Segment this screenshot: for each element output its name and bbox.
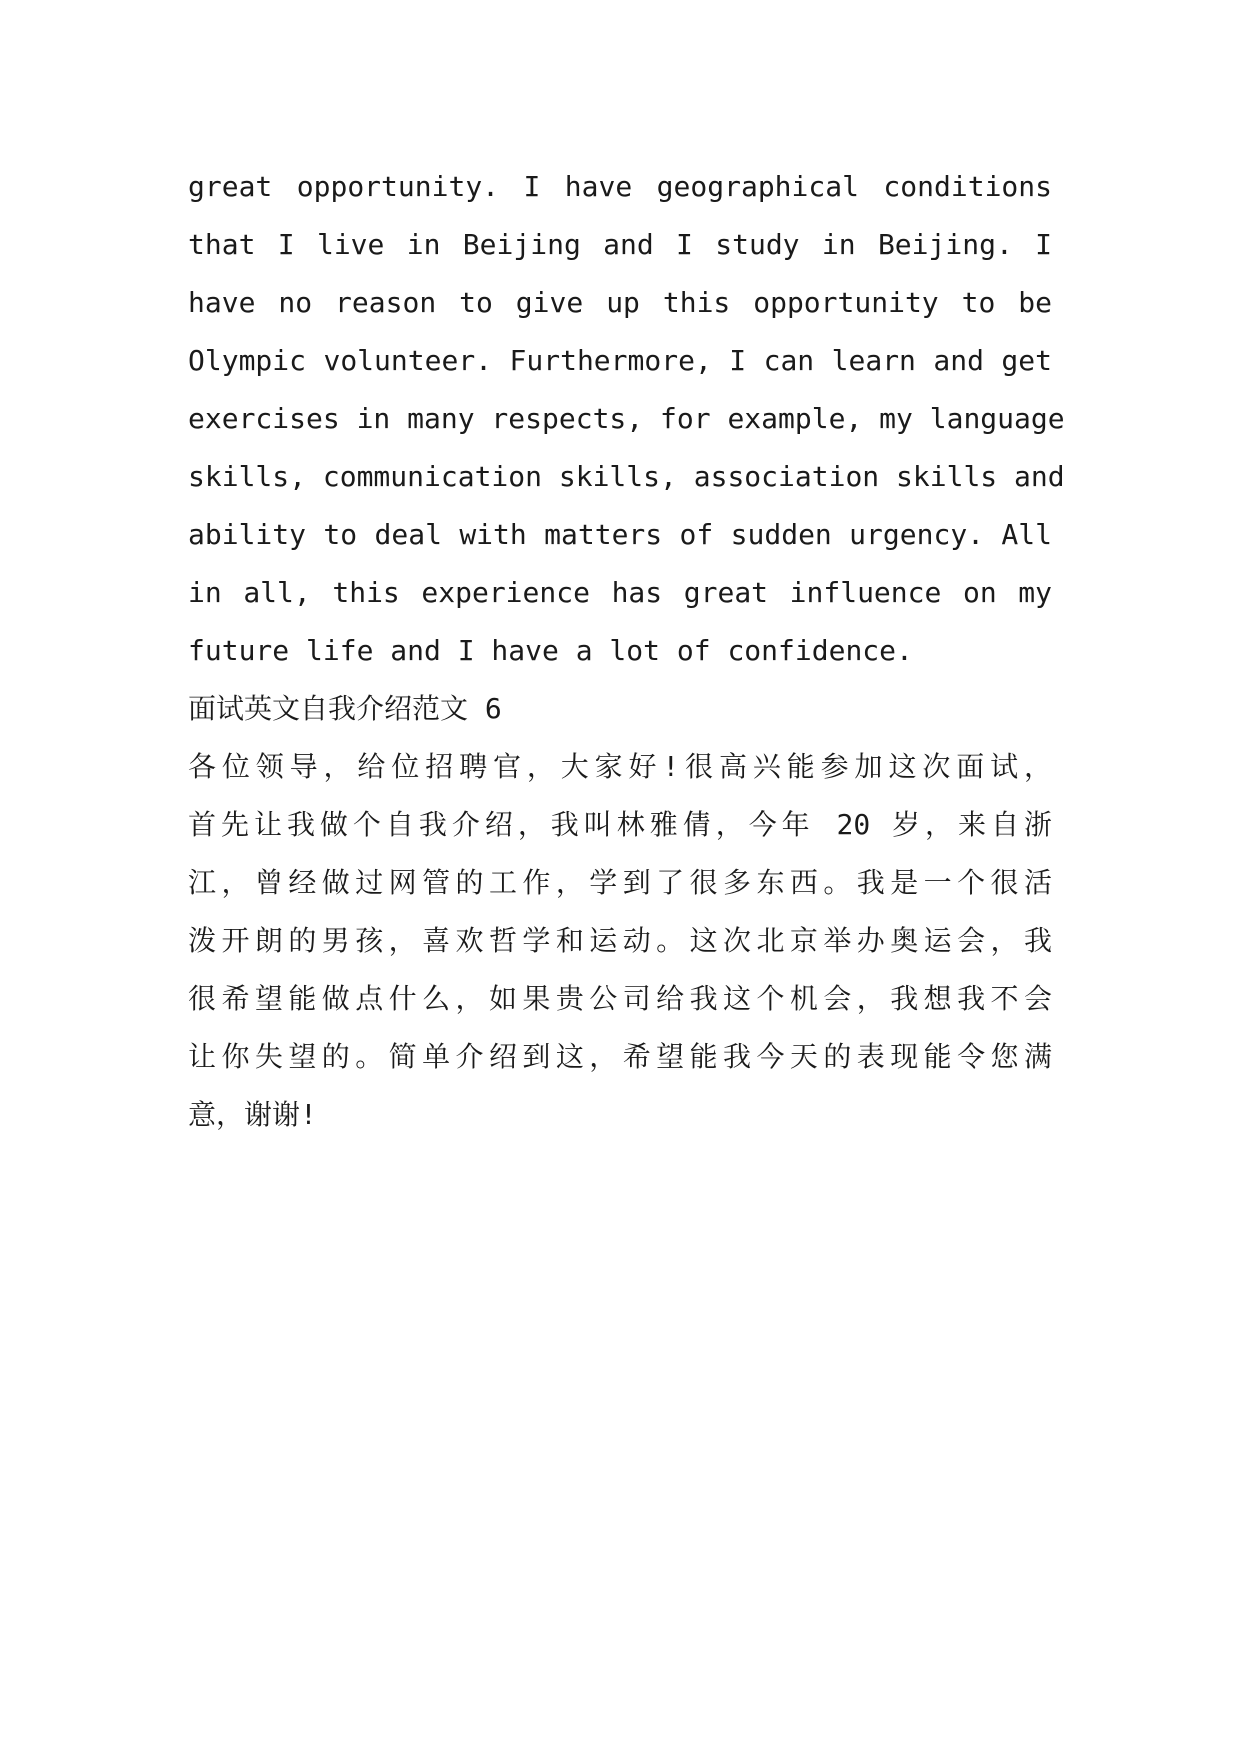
paragraph-line: 江，曾经做过网管的工作，学到了很多东西。我是一个很活	[188, 866, 1052, 899]
document-body	[188, 158, 1065, 1144]
paragraph-line: have no reason to give up this opportunity to be	[188, 286, 1052, 319]
paragraph-line: 意，谢谢!	[188, 1098, 317, 1131]
paragraph-line: in all, this experience has great influence on my	[188, 576, 1052, 609]
paragraph-line: great opportunity. I have geographical conditions	[188, 170, 1052, 203]
paragraph-line: 很希望能做点什么，如果贵公司给我这个机会，我想我不会	[188, 982, 1052, 1015]
paragraph-line: skills, communication skills, association skills and	[188, 460, 1065, 493]
paragraph-line: 让你失望的。简单介绍到这，希望能我今天的表现能令您满	[188, 1040, 1052, 1073]
paragraph-line: future life and I have a lot of confidence.	[188, 634, 913, 667]
paragraph-line: 各位领导，给位招聘官，大家好!很高兴能参加这次面试，	[188, 750, 1052, 783]
paragraph-line: exercises in many respects, for example, my language	[188, 402, 1065, 435]
paragraph-line: that I live in Beijing and I study in Beijing. I	[188, 228, 1052, 261]
section-heading: 面试英文自我介绍范文 6	[188, 692, 502, 725]
paragraph-line: ability to deal with matters of sudden urgency. All	[188, 518, 1052, 551]
chinese-paragraph	[188, 738, 1052, 1144]
paragraph-line: Olympic volunteer. Furthermore, I can learn and get	[188, 344, 1052, 377]
paragraph-line: 泼开朗的男孩，喜欢哲学和运动。这次北京举办奥运会，我	[188, 924, 1052, 957]
paragraph-line: 首先让我做个自我介绍，我叫林雅倩，今年 20 岁，来自浙	[188, 808, 1052, 841]
english-paragraph	[188, 158, 1065, 680]
